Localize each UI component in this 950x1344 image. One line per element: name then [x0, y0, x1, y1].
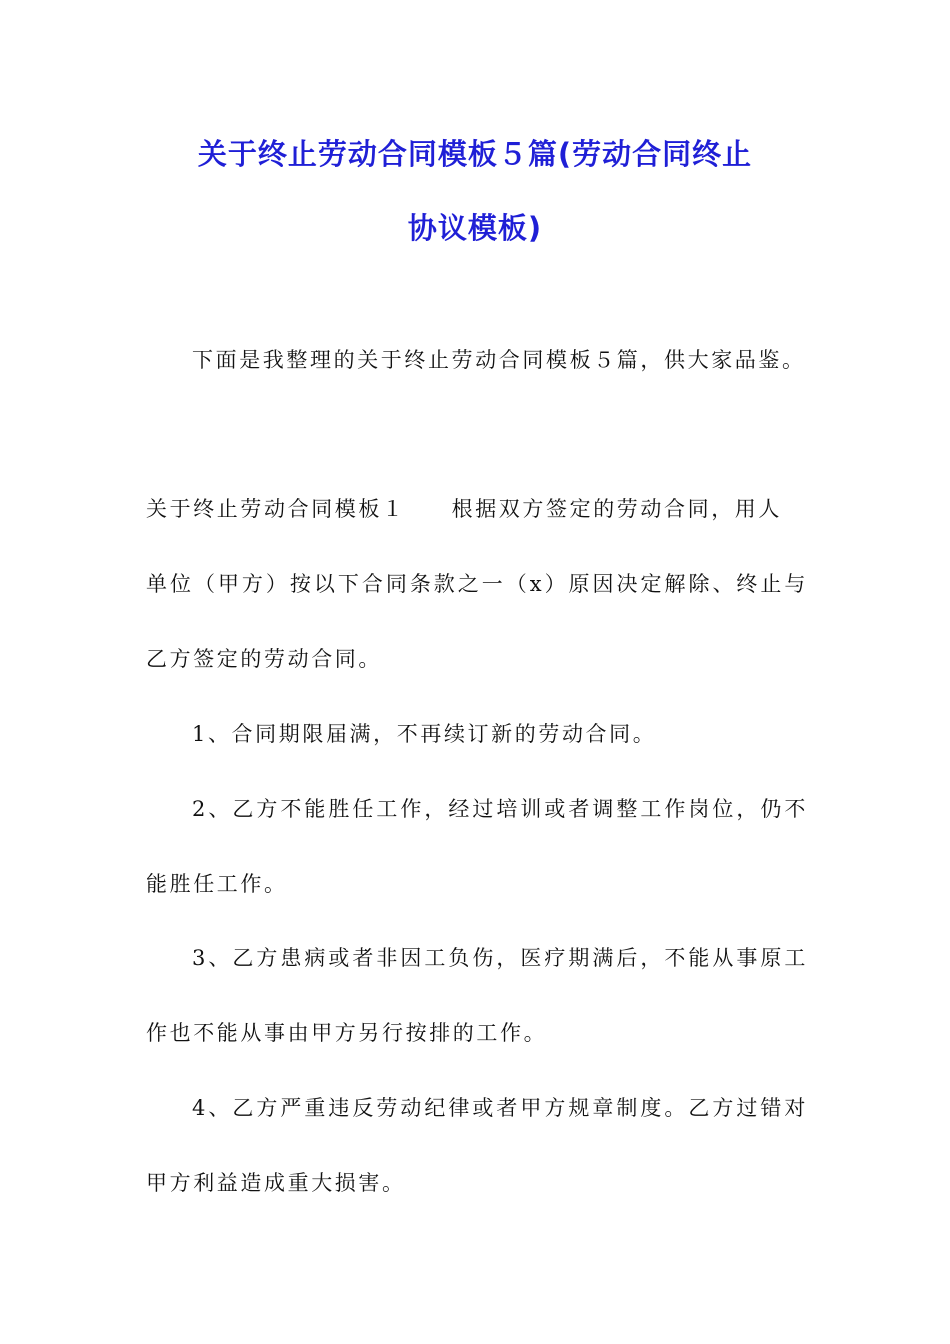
section-1-paragraph-start: 根据双方签定的劳动合同，用人: [451, 497, 783, 521]
list-item-1: 1、合同期限届满，不再续订新的劳动合同。: [192, 722, 657, 746]
section-1-paragraph-line-2: 单位（甲方）按以下合同条款之一（x）原因决定解除、终止与: [146, 572, 808, 596]
list-item-2-line-2: 能胜任工作。: [146, 872, 288, 896]
list-item-2-line-1: 2、乙方不能胜任工作，经过培训或者调整工作岗位，仍不: [192, 797, 808, 821]
intro-paragraph: 下面是我整理的关于终止劳动合同模板５篇，供大家品鉴。: [192, 348, 806, 372]
list-item-4-line-1: 4、乙方严重违反劳动纪律或者甲方规章制度。乙方过错对: [192, 1096, 808, 1120]
section-1-first-line: [146, 493, 808, 523]
section-1-paragraph-line-3: 乙方签定的劳动合同。: [146, 647, 382, 671]
list-item-3-line-2: 作也不能从事由甲方另行按排的工作。: [146, 1021, 548, 1045]
list-item-4-line-2: 甲方利益造成重大损害。: [146, 1171, 406, 1195]
title-line-1: 关于终止劳动合同模板５篇(劳动合同终止: [197, 137, 753, 171]
section-1-heading: 关于终止劳动合同模板１: [146, 497, 406, 521]
title-line-2: 协议模板): [407, 211, 543, 245]
list-item-3-line-1: 3、乙方患病或者非因工负伤，医疗期满后，不能从事原工: [192, 946, 808, 970]
